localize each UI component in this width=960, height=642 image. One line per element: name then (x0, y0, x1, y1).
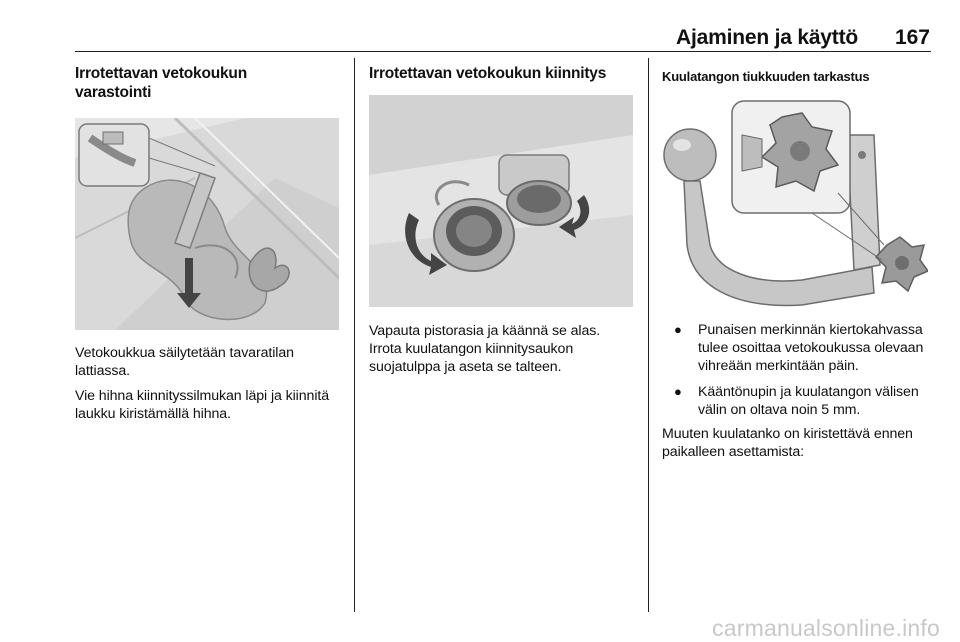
storage-text-2: Vie hihna kiinnityssilmukan läpi ja kiinnitä laukku kiristämällä hihna. (75, 388, 330, 422)
tightness-illustration (662, 95, 928, 307)
fitting-text: Vapauta pistorasia ja käännä se alas. Irrota kuulatangon kiinnitysaukon suojatulppa ja aseta se talteen. (369, 323, 601, 375)
left-column (75, 64, 341, 423)
bullet-text: Punaisen merkinnän kiertokahvassa tulee osoittaa vetokoukussa olevaan vihreään merkintään päin. (698, 322, 924, 374)
column-divider-1 (354, 58, 355, 612)
storage-text-1: Vetokoukkua säilytetään tavaratilan lattiassa. (75, 345, 294, 379)
fitting-illustration (369, 95, 633, 307)
bullet-icon: ● (674, 322, 682, 337)
list-item (662, 383, 932, 419)
right-column (662, 64, 932, 461)
section-heading-fitting: Irrotettavan vetokoukun kiinnitys (369, 65, 607, 82)
check-text: Muuten kuulatanko on kiristettävä ennen paikalleen asettamista: (662, 426, 913, 460)
bullet-text: Kääntönupin ja kuulatangon välisen välin on oltava noin 5 mm. (698, 384, 919, 418)
column-divider-2 (648, 58, 649, 612)
running-header-title: Ajaminen ja käyttö (676, 26, 858, 49)
watermark: carmanualsonline.info (712, 615, 940, 641)
list-item (662, 321, 932, 375)
section-heading-check: Kuulatangon tiukkuuden tarkastus (662, 69, 870, 84)
middle-column (369, 64, 635, 376)
bullet-icon: ● (674, 384, 682, 399)
header-rule (75, 51, 931, 52)
storage-illustration (75, 118, 339, 330)
section-heading-storage: Irrotettavan vetokoukun varastointi (75, 65, 247, 101)
page-number: 167 (894, 26, 930, 49)
check-bullet-list (662, 321, 932, 419)
